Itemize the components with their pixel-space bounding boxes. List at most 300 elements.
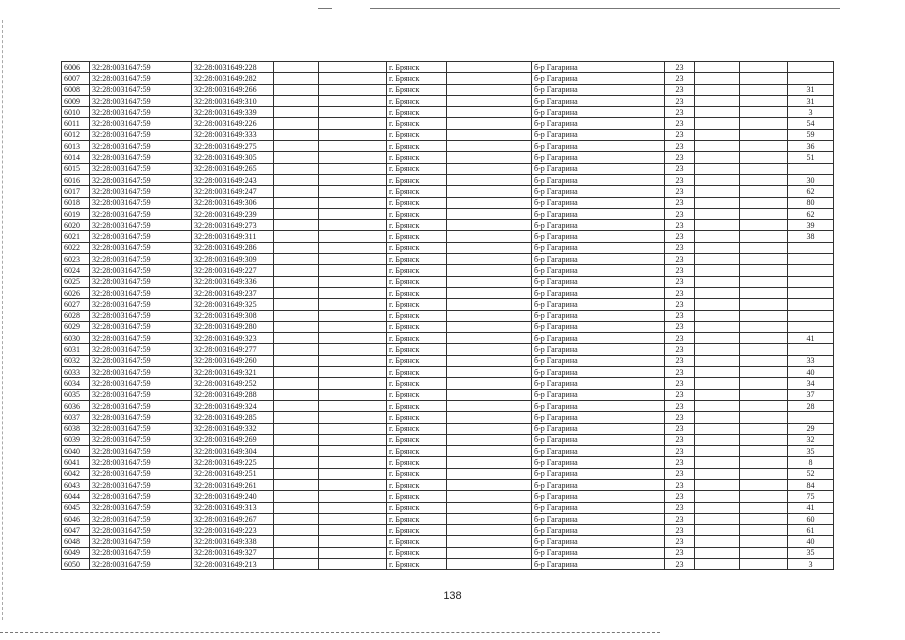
cell-empty — [319, 208, 387, 219]
cell-apartment — [788, 344, 834, 355]
cell-street: б-р Гагарина — [532, 186, 665, 197]
cell-empty — [447, 378, 532, 389]
cell-empty — [740, 434, 788, 445]
cell-number: 6015 — [62, 163, 90, 174]
cell-parent-cadastral-number: 32:28:0031647:59 — [90, 84, 192, 95]
scan-edge-left — [2, 20, 4, 620]
cell-cadastral-number: 32:28:0031649:304 — [192, 446, 274, 457]
cell-parent-cadastral-number: 32:28:0031647:59 — [90, 242, 192, 253]
cell-parent-cadastral-number: 32:28:0031647:59 — [90, 344, 192, 355]
cell-cadastral-number: 32:28:0031649:237 — [192, 287, 274, 298]
cell-empty — [740, 559, 788, 570]
cell-cadastral-number: 32:28:0031649:286 — [192, 242, 274, 253]
cell-cadastral-number: 32:28:0031649:311 — [192, 231, 274, 242]
cell-empty — [447, 457, 532, 468]
cell-number: 6024 — [62, 265, 90, 276]
cell-street: б-р Гагарина — [532, 434, 665, 445]
table-row — [62, 197, 834, 208]
cell-house: 23 — [665, 434, 695, 445]
cell-house: 23 — [665, 62, 695, 73]
cell-empty — [447, 287, 532, 298]
table-row — [62, 299, 834, 310]
cell-street: б-р Гагарина — [532, 378, 665, 389]
cell-empty — [695, 547, 740, 558]
table-row — [62, 525, 834, 536]
cell-cadastral-number: 32:28:0031649:261 — [192, 479, 274, 490]
table-row — [62, 186, 834, 197]
cell-apartment: 34 — [788, 378, 834, 389]
cell-empty — [274, 163, 319, 174]
cell-empty — [447, 299, 532, 310]
cell-street: б-р Гагарина — [532, 367, 665, 378]
cell-empty — [740, 536, 788, 547]
cell-empty — [319, 62, 387, 73]
cell-number: 6049 — [62, 547, 90, 558]
table-row — [62, 457, 834, 468]
cell-number: 6010 — [62, 107, 90, 118]
cell-number: 6013 — [62, 141, 90, 152]
cell-street: б-р Гагарина — [532, 321, 665, 332]
cell-empty — [695, 141, 740, 152]
cell-street: б-р Гагарина — [532, 265, 665, 276]
cell-street: б-р Гагарина — [532, 536, 665, 547]
cell-city: г. Брянск — [387, 152, 447, 163]
cell-street: б-р Гагарина — [532, 220, 665, 231]
table-row — [62, 479, 834, 490]
cell-empty — [695, 287, 740, 298]
cell-empty — [319, 333, 387, 344]
cell-empty — [447, 513, 532, 524]
cell-apartment — [788, 276, 834, 287]
cell-empty — [274, 129, 319, 140]
cell-number: 6032 — [62, 355, 90, 366]
cell-apartment: 37 — [788, 389, 834, 400]
cell-empty — [695, 265, 740, 276]
cell-empty — [319, 107, 387, 118]
cell-empty — [447, 525, 532, 536]
cell-empty — [740, 310, 788, 321]
cell-empty — [319, 242, 387, 253]
cell-cadastral-number: 32:28:0031649:288 — [192, 389, 274, 400]
cell-parent-cadastral-number: 32:28:0031647:59 — [90, 321, 192, 332]
cell-house: 23 — [665, 355, 695, 366]
cell-house: 23 — [665, 220, 695, 231]
cell-empty — [695, 186, 740, 197]
table-row — [62, 174, 834, 185]
cell-empty — [695, 321, 740, 332]
cell-cadastral-number: 32:28:0031649:240 — [192, 491, 274, 502]
cell-empty — [740, 107, 788, 118]
cell-empty — [447, 265, 532, 276]
cell-empty — [319, 254, 387, 265]
cell-apartment: 35 — [788, 547, 834, 558]
cell-city: г. Брянск — [387, 186, 447, 197]
cell-city: г. Брянск — [387, 491, 447, 502]
cell-number: 6039 — [62, 434, 90, 445]
cell-house: 23 — [665, 423, 695, 434]
cell-city: г. Брянск — [387, 208, 447, 219]
cell-city: г. Брянск — [387, 389, 447, 400]
cell-cadastral-number: 32:28:0031649:310 — [192, 95, 274, 106]
cell-empty — [447, 197, 532, 208]
cell-empty — [740, 174, 788, 185]
cell-empty — [740, 547, 788, 558]
cell-cadastral-number: 32:28:0031649:338 — [192, 536, 274, 547]
cell-number: 6050 — [62, 559, 90, 570]
cell-empty — [274, 62, 319, 73]
cell-empty — [740, 141, 788, 152]
cell-empty — [319, 468, 387, 479]
cell-empty — [695, 513, 740, 524]
cell-apartment: 54 — [788, 118, 834, 129]
cell-empty — [319, 502, 387, 513]
cell-house: 23 — [665, 141, 695, 152]
table-body — [62, 62, 834, 570]
cell-street: б-р Гагарина — [532, 254, 665, 265]
cell-empty — [319, 434, 387, 445]
cell-house: 23 — [665, 400, 695, 411]
cell-city: г. Брянск — [387, 118, 447, 129]
cell-number: 6021 — [62, 231, 90, 242]
cell-number: 6031 — [62, 344, 90, 355]
cell-parent-cadastral-number: 32:28:0031647:59 — [90, 118, 192, 129]
cell-empty — [447, 333, 532, 344]
cell-cadastral-number: 32:28:0031649:280 — [192, 321, 274, 332]
table-row — [62, 276, 834, 287]
cell-parent-cadastral-number: 32:28:0031647:59 — [90, 141, 192, 152]
cell-empty — [695, 423, 740, 434]
cell-street: б-р Гагарина — [532, 152, 665, 163]
cell-empty — [740, 220, 788, 231]
cell-empty — [319, 310, 387, 321]
cell-cadastral-number: 32:28:0031649:213 — [192, 559, 274, 570]
cell-city: г. Брянск — [387, 299, 447, 310]
cell-apartment: 31 — [788, 95, 834, 106]
cell-apartment: 39 — [788, 220, 834, 231]
cell-house: 23 — [665, 163, 695, 174]
cell-empty — [740, 265, 788, 276]
cell-empty — [274, 344, 319, 355]
cell-house: 23 — [665, 299, 695, 310]
cell-empty — [274, 197, 319, 208]
cell-apartment: 84 — [788, 479, 834, 490]
cell-empty — [740, 118, 788, 129]
cell-house: 23 — [665, 559, 695, 570]
cell-apartment: 61 — [788, 525, 834, 536]
cell-apartment: 3 — [788, 107, 834, 118]
cell-street: б-р Гагарина — [532, 174, 665, 185]
cell-house: 23 — [665, 491, 695, 502]
cell-empty — [319, 378, 387, 389]
cell-empty — [740, 129, 788, 140]
cell-empty — [695, 73, 740, 84]
cell-empty — [447, 344, 532, 355]
page-number: 138 — [443, 590, 462, 602]
cell-house: 23 — [665, 152, 695, 163]
cell-cadastral-number: 32:28:0031649:267 — [192, 513, 274, 524]
cell-city: г. Брянск — [387, 321, 447, 332]
cell-empty — [319, 525, 387, 536]
cell-number: 6012 — [62, 129, 90, 140]
scan-artifact-top — [318, 8, 332, 9]
cell-empty — [695, 129, 740, 140]
cell-house: 23 — [665, 479, 695, 490]
cell-empty — [447, 163, 532, 174]
cell-empty — [274, 174, 319, 185]
table-row — [62, 355, 834, 366]
cell-street: б-р Гагарина — [532, 333, 665, 344]
cell-empty — [447, 254, 532, 265]
cell-empty — [695, 479, 740, 490]
cell-street: б-р Гагарина — [532, 423, 665, 434]
cell-cadastral-number: 32:28:0031649:327 — [192, 547, 274, 558]
cell-empty — [447, 389, 532, 400]
cell-cadastral-number: 32:28:0031649:339 — [192, 107, 274, 118]
cell-number: 6033 — [62, 367, 90, 378]
cell-cadastral-number: 32:28:0031649:223 — [192, 525, 274, 536]
cell-empty — [274, 299, 319, 310]
cell-street: б-р Гагарина — [532, 208, 665, 219]
cell-street: б-р Гагарина — [532, 491, 665, 502]
cell-cadastral-number: 32:28:0031649:305 — [192, 152, 274, 163]
cell-street: б-р Гагарина — [532, 231, 665, 242]
cell-street: б-р Гагарина — [532, 163, 665, 174]
cell-empty — [740, 163, 788, 174]
cell-parent-cadastral-number: 32:28:0031647:59 — [90, 265, 192, 276]
cell-parent-cadastral-number: 32:28:0031647:59 — [90, 355, 192, 366]
cell-empty — [319, 344, 387, 355]
cell-number: 6006 — [62, 62, 90, 73]
table-row — [62, 536, 834, 547]
cell-cadastral-number: 32:28:0031649:323 — [192, 333, 274, 344]
cell-empty — [319, 355, 387, 366]
cell-city: г. Брянск — [387, 254, 447, 265]
cell-house: 23 — [665, 536, 695, 547]
cell-apartment: 32 — [788, 434, 834, 445]
cell-cadastral-number: 32:28:0031649:228 — [192, 62, 274, 73]
cell-empty — [447, 174, 532, 185]
cell-apartment — [788, 287, 834, 298]
cell-empty — [740, 423, 788, 434]
cell-empty — [695, 355, 740, 366]
cell-city: г. Брянск — [387, 412, 447, 423]
cell-city: г. Брянск — [387, 434, 447, 445]
cell-cadastral-number: 32:28:0031649:251 — [192, 468, 274, 479]
cell-parent-cadastral-number: 32:28:0031647:59 — [90, 513, 192, 524]
cell-street: б-р Гагарина — [532, 276, 665, 287]
cell-empty — [274, 457, 319, 468]
cell-empty — [695, 174, 740, 185]
cell-empty — [274, 118, 319, 129]
cell-city: г. Брянск — [387, 276, 447, 287]
cell-street: б-р Гагарина — [532, 62, 665, 73]
cell-number: 6020 — [62, 220, 90, 231]
cell-street: б-р Гагарина — [532, 502, 665, 513]
cell-parent-cadastral-number: 32:28:0031647:59 — [90, 536, 192, 547]
table-row — [62, 163, 834, 174]
cell-empty — [740, 186, 788, 197]
cell-empty — [319, 129, 387, 140]
cell-apartment: 36 — [788, 141, 834, 152]
cell-empty — [695, 502, 740, 513]
cell-city: г. Брянск — [387, 197, 447, 208]
cell-empty — [319, 423, 387, 434]
cell-house: 23 — [665, 118, 695, 129]
cell-apartment: 29 — [788, 423, 834, 434]
cell-empty — [740, 231, 788, 242]
cell-city: г. Брянск — [387, 265, 447, 276]
cell-empty — [274, 446, 319, 457]
cell-empty — [740, 254, 788, 265]
cell-empty — [319, 367, 387, 378]
table-row — [62, 344, 834, 355]
scan-artifact-bottom — [0, 632, 660, 633]
cell-house: 23 — [665, 265, 695, 276]
table-row — [62, 141, 834, 152]
cell-cadastral-number: 32:28:0031649:321 — [192, 367, 274, 378]
cell-empty — [447, 502, 532, 513]
cell-empty — [695, 378, 740, 389]
cell-empty — [319, 118, 387, 129]
cell-parent-cadastral-number: 32:28:0031647:59 — [90, 400, 192, 411]
cell-empty — [274, 141, 319, 152]
cell-empty — [447, 423, 532, 434]
cell-house: 23 — [665, 344, 695, 355]
cell-number: 6017 — [62, 186, 90, 197]
cell-apartment — [788, 321, 834, 332]
cell-empty — [740, 479, 788, 490]
cell-apartment — [788, 310, 834, 321]
cell-city: г. Брянск — [387, 73, 447, 84]
cell-street: б-р Гагарина — [532, 344, 665, 355]
cell-street: б-р Гагарина — [532, 84, 665, 95]
table-row — [62, 118, 834, 129]
cell-cadastral-number: 32:28:0031649:336 — [192, 276, 274, 287]
cell-cadastral-number: 32:28:0031649:225 — [192, 457, 274, 468]
cell-apartment — [788, 62, 834, 73]
table-row — [62, 378, 834, 389]
cell-empty — [695, 197, 740, 208]
cell-apartment: 62 — [788, 208, 834, 219]
cell-number: 6011 — [62, 118, 90, 129]
cell-empty — [319, 321, 387, 332]
cell-city: г. Брянск — [387, 446, 447, 457]
cell-street: б-р Гагарина — [532, 310, 665, 321]
cell-empty — [740, 95, 788, 106]
cell-empty — [319, 547, 387, 558]
cell-house: 23 — [665, 333, 695, 344]
cell-parent-cadastral-number: 32:28:0031647:59 — [90, 287, 192, 298]
cell-house: 23 — [665, 254, 695, 265]
cell-parent-cadastral-number: 32:28:0031647:59 — [90, 174, 192, 185]
cell-house: 23 — [665, 321, 695, 332]
cell-empty — [695, 107, 740, 118]
cell-empty — [274, 220, 319, 231]
cell-empty — [447, 479, 532, 490]
cell-street: б-р Гагарина — [532, 242, 665, 253]
cell-empty — [447, 231, 532, 242]
cell-parent-cadastral-number: 32:28:0031647:59 — [90, 73, 192, 84]
table-row — [62, 400, 834, 411]
cell-empty — [319, 95, 387, 106]
table-row — [62, 367, 834, 378]
table-row — [62, 310, 834, 321]
cell-empty — [274, 73, 319, 84]
cell-city: г. Брянск — [387, 333, 447, 344]
cell-empty — [447, 208, 532, 219]
cell-cadastral-number: 32:28:0031649:324 — [192, 400, 274, 411]
cell-apartment — [788, 73, 834, 84]
cell-number: 6014 — [62, 152, 90, 163]
cell-city: г. Брянск — [387, 344, 447, 355]
cell-empty — [319, 400, 387, 411]
cell-empty — [447, 84, 532, 95]
cell-empty — [740, 321, 788, 332]
cell-cadastral-number: 32:28:0031649:332 — [192, 423, 274, 434]
cell-house: 23 — [665, 310, 695, 321]
table-row — [62, 129, 834, 140]
cell-empty — [695, 242, 740, 253]
cell-empty — [274, 333, 319, 344]
cell-empty — [740, 242, 788, 253]
cell-empty — [740, 525, 788, 536]
cell-empty — [695, 310, 740, 321]
table-row — [62, 242, 834, 253]
cell-apartment: 38 — [788, 231, 834, 242]
cell-parent-cadastral-number: 32:28:0031647:59 — [90, 412, 192, 423]
cell-city: г. Брянск — [387, 95, 447, 106]
cell-city: г. Брянск — [387, 231, 447, 242]
cell-empty — [274, 536, 319, 547]
cell-empty — [695, 208, 740, 219]
cell-empty — [740, 491, 788, 502]
cell-apartment: 60 — [788, 513, 834, 524]
cell-apartment: 30 — [788, 174, 834, 185]
cell-street: б-р Гагарина — [532, 107, 665, 118]
cell-empty — [740, 299, 788, 310]
cell-empty — [740, 446, 788, 457]
cell-street: б-р Гагарина — [532, 400, 665, 411]
cell-empty — [319, 491, 387, 502]
cell-apartment — [788, 299, 834, 310]
cell-number: 6022 — [62, 242, 90, 253]
cell-number: 6030 — [62, 333, 90, 344]
cell-empty — [740, 84, 788, 95]
cell-house: 23 — [665, 525, 695, 536]
cell-parent-cadastral-number: 32:28:0031647:59 — [90, 220, 192, 231]
cell-cadastral-number: 32:28:0031649:260 — [192, 355, 274, 366]
cell-parent-cadastral-number: 32:28:0031647:59 — [90, 378, 192, 389]
cell-number: 6008 — [62, 84, 90, 95]
cell-number: 6009 — [62, 95, 90, 106]
cell-parent-cadastral-number: 32:28:0031647:59 — [90, 197, 192, 208]
cell-number: 6007 — [62, 73, 90, 84]
cell-empty — [695, 446, 740, 457]
cell-empty — [274, 287, 319, 298]
cell-city: г. Брянск — [387, 367, 447, 378]
cell-house: 23 — [665, 231, 695, 242]
cell-empty — [740, 400, 788, 411]
cell-empty — [447, 310, 532, 321]
cell-parent-cadastral-number: 32:28:0031647:59 — [90, 107, 192, 118]
cell-empty — [319, 559, 387, 570]
cell-apartment: 80 — [788, 197, 834, 208]
cell-empty — [274, 434, 319, 445]
cell-city: г. Брянск — [387, 468, 447, 479]
cell-parent-cadastral-number: 32:28:0031647:59 — [90, 231, 192, 242]
cell-empty — [274, 367, 319, 378]
scan-artifact-top — [370, 8, 840, 9]
